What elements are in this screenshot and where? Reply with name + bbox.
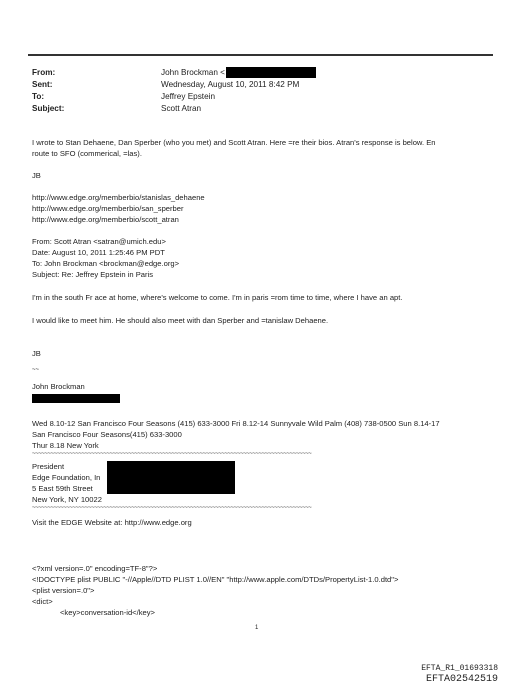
travel-line-3: Thur 8.18 New York: [32, 441, 99, 450]
signature-name: John Brockman: [32, 382, 85, 391]
address-org: Edge Foundation, In: [32, 473, 101, 482]
tilde-divider: ~~~~~~~~~~~~~~~~~~~~~~~~~~~~~~~~~~~~~~~~~~~~~~~~~~~~~~~~~~~~~~~~~~~~~~~~~~~~~~~~~~~~~~~~~~: [32, 451, 312, 457]
address-title: President: [32, 462, 65, 471]
bates-number-1: EFTA_R1_01693318: [421, 664, 498, 673]
from-value: John Brockman <: [161, 68, 225, 77]
fwd-to: To: John Brockman <brockman@edge.org>: [32, 259, 180, 268]
bio-link-sperber[interactable]: http://www.edge.org/memberbio/san_sperber: [32, 204, 184, 213]
to-value: Jeffrey Epstein: [161, 92, 216, 101]
bio-link-atran[interactable]: http://www.edge.org/memberbio/scott_atran: [32, 215, 179, 224]
xml-line-5: <key>conversation-id</key>: [60, 608, 155, 617]
paragraph-1: I'm in the south Fr ace at home, where's welcome to come. I'm in paris =rom time to time, where I have an apt.: [32, 293, 403, 302]
intro-line-2: route to SFO (commerical, =las).: [32, 149, 142, 158]
address-city: New York, NY 10022: [32, 495, 102, 504]
redaction-box: [226, 67, 316, 78]
to-label: To:: [32, 92, 45, 101]
fwd-subject: Subject: Re: Jeffrey Epstein in Paris: [32, 270, 153, 279]
xml-line-4: <dict>: [32, 597, 53, 606]
sig-dashes: ~~: [32, 367, 40, 373]
bio-link-dehaene[interactable]: http://www.edge.org/memberbio/stanislas_dehaene: [32, 193, 205, 202]
signoff-1: JB: [32, 171, 41, 180]
redaction-box: [32, 394, 120, 403]
xml-line-1: <?xml version=.0" encoding=TF-8"?>: [32, 564, 158, 573]
xml-line-2: <!DOCTYPE plist PUBLIC "-//Apple//DTD PLIST 1.0//EN" "http://www.apple.com/DTDs/PropertyList-1.0.dtd">: [32, 575, 399, 584]
travel-line-2: San Francisco Four Seasons(415) 633-3000: [32, 430, 182, 439]
fwd-from: From: Scott Atran <satran@umich.edu>: [32, 237, 166, 246]
sent-label: Sent:: [32, 80, 53, 89]
intro-line-1: I wrote to Stan Dehaene, Dan Sperber (who you met) and Scott Atran. Here =re their bios. Atran's response is below. En: [32, 138, 436, 147]
page-number: 1: [255, 625, 259, 631]
fwd-date: Date: August 10, 2011 1:25:46 PM PDT: [32, 248, 165, 257]
header-divider: [28, 54, 493, 56]
address-street: 5 East 59th Street: [32, 484, 93, 493]
bates-number-2: EFTA02542519: [425, 674, 498, 685]
xml-line-3: <plist version=.0">: [32, 586, 95, 595]
tilde-divider: ~~~~~~~~~~~~~~~~~~~~~~~~~~~~~~~~~~~~~~~~~~~~~~~~~~~~~~~~~~~~~~~~~~~~~~~~~~~~~~~~~~~~~~~~~~: [32, 505, 312, 511]
sent-value: Wednesday, August 10, 2011 8:42 PM: [161, 80, 300, 89]
redaction-box: [107, 461, 235, 494]
signoff-2: JB: [32, 349, 41, 358]
from-label: From:: [32, 68, 56, 77]
subject-value: Scott Atran: [161, 104, 202, 113]
subject-label: Subject:: [32, 104, 65, 113]
website-line[interactable]: Visit the EDGE Website at: http://www.edge.org: [32, 518, 192, 527]
travel-line-1: Wed 8.10-12 San Francisco Four Seasons (415) 633-3000 Fri 8.12-14 Sunnyvale Wild Palm (408) 738-0500 Sun 8.14-17: [32, 419, 440, 428]
paragraph-2: I would like to meet him. He should also meet with dan Sperber and =tanislaw Dehaene.: [32, 316, 329, 325]
